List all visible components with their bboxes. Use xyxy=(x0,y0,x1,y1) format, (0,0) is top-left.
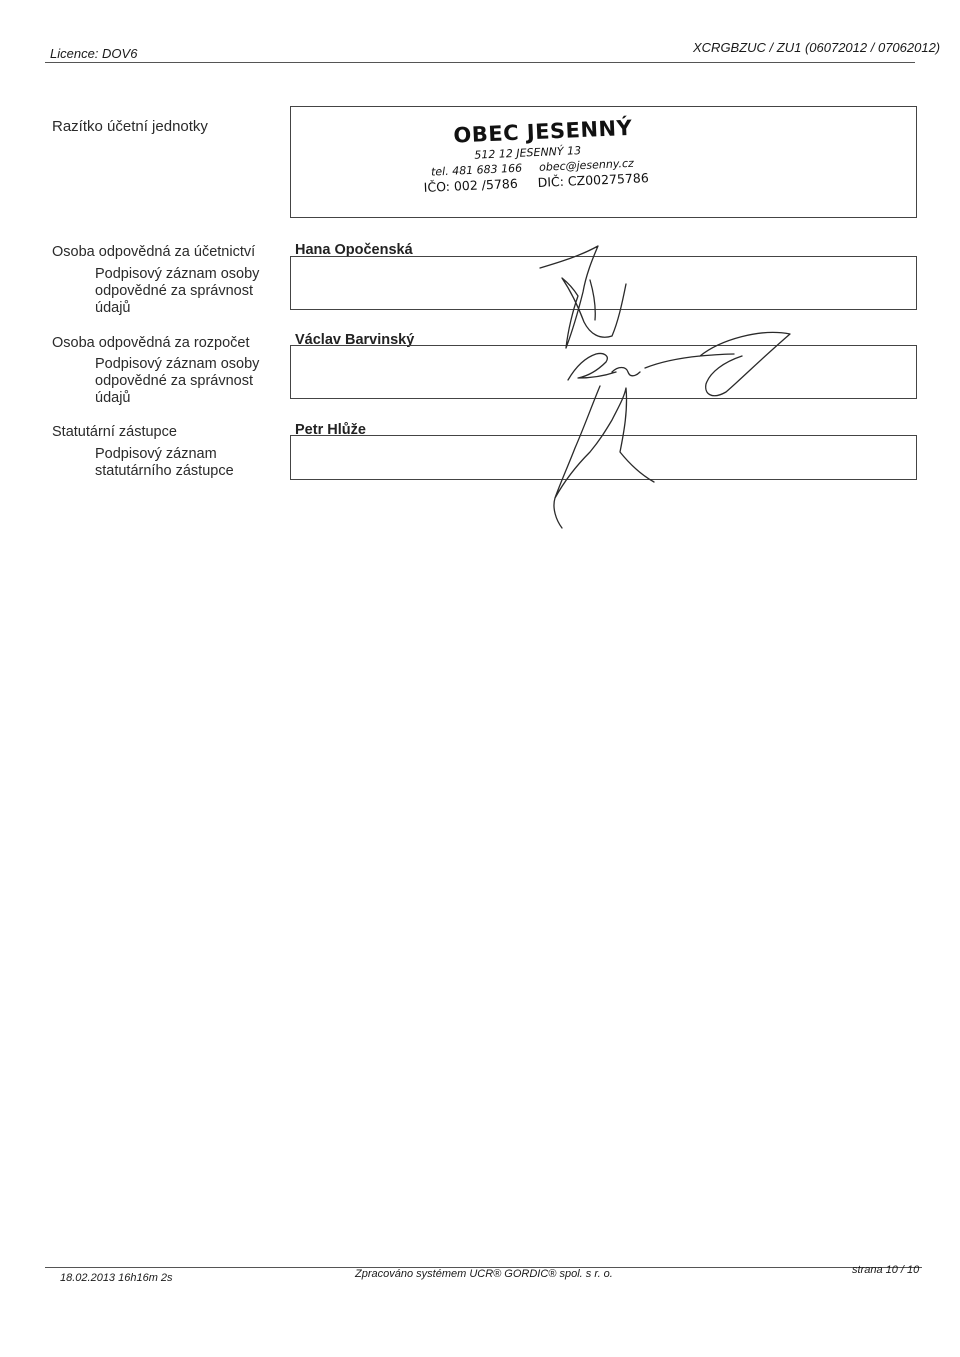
signature-statutory xyxy=(554,386,654,528)
signature-accounting xyxy=(540,246,626,348)
role-accounting: Osoba odpovědná za účetnictví xyxy=(52,244,256,260)
stamp-title: OBEC JESENNÝ xyxy=(452,115,633,148)
stamp-phone: tel. 481 683 166 xyxy=(430,161,523,179)
footer-page-number: strana 10 / 10 xyxy=(852,1264,920,1276)
sublabel-statutory: Podpisový záznam statutárního zástupce xyxy=(95,446,234,479)
stamp-ico: IČO: 002 /5786 xyxy=(423,175,519,195)
name-budget: Václav Barvinský xyxy=(295,332,415,348)
footer-system: Zpracováno systémem UCR® GORDIC® spol. s r. o. xyxy=(355,1268,613,1280)
licence-label: Licence: DOV6 xyxy=(50,46,138,61)
sublabel-accounting: Podpisový záznam osoby odpovědné za správnost údajů xyxy=(95,266,260,316)
role-budget: Osoba odpovědná za rozpočet xyxy=(52,335,250,351)
sublabel-budget: Podpisový záznam osoby odpovědné za správnost údajů xyxy=(95,356,260,406)
name-statutory: Petr Hlůže xyxy=(295,422,366,438)
stamp-dic: DIČ: CZ00275786 xyxy=(537,170,650,190)
report-code: XCRGBZUC / ZU1 (06072012 / 07062012) xyxy=(693,40,941,55)
stamp-email: obec@jesenny.cz xyxy=(538,156,635,174)
stamp-address: 512 12 JESENNÝ 13 xyxy=(474,144,582,162)
signature-budget xyxy=(568,332,790,395)
name-accounting: Hana Opočenská xyxy=(295,242,413,258)
role-statutory: Statutární zástupce xyxy=(52,424,177,440)
footer-timestamp: 18.02.2013 16h16m 2s xyxy=(60,1272,173,1284)
stamp-label: Razítko účetní jednotky xyxy=(52,118,208,135)
